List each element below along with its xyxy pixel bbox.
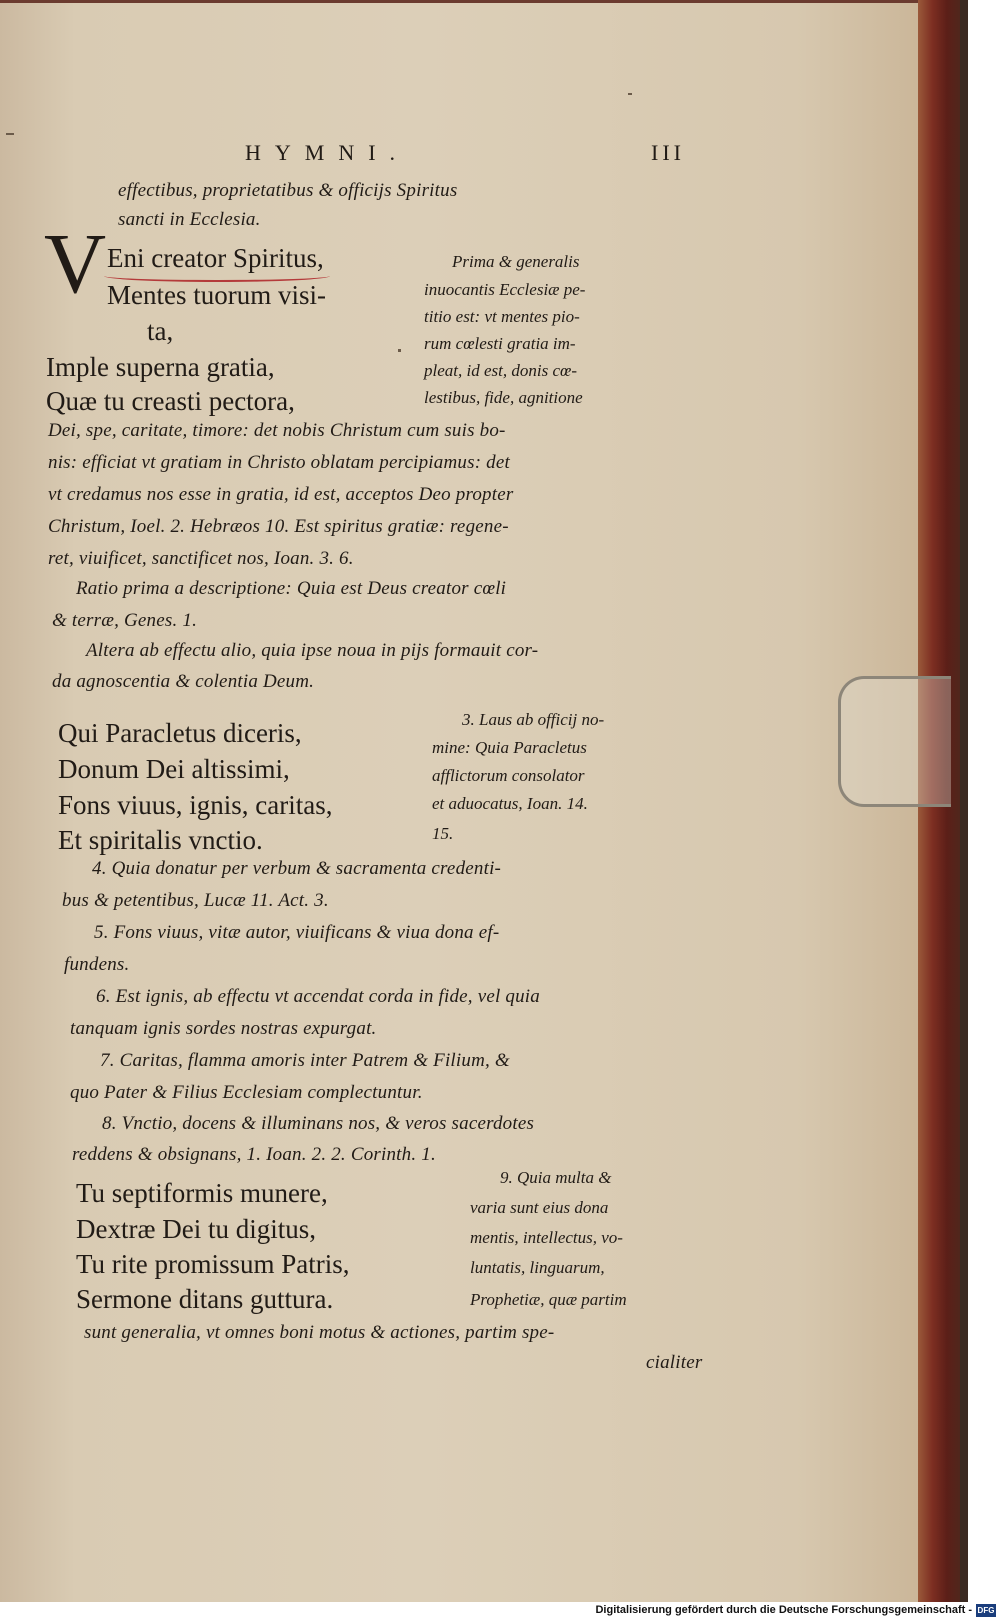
commentary-line: Christum, Ioel. 2. Hebræos 10. Est spiritus gratiæ: regene- xyxy=(48,516,509,537)
commentary-line: nis: efficiat vt gratiam in Christo oblatam percipiamus: det xyxy=(48,452,510,473)
page-clip xyxy=(838,676,951,807)
running-header xyxy=(245,140,685,170)
commentary-line: Altera ab effectu alio, quia ipse noua in pijs formauit cor- xyxy=(86,640,539,661)
commentary-line: ret, viuificet, sanctificet nos, Ioan. 3. 6. xyxy=(48,548,354,569)
binding-edge xyxy=(960,0,968,1602)
commentary-line: da agnoscentia & colentia Deum. xyxy=(52,671,315,692)
verse-line: Sermone ditans guttura. xyxy=(76,1284,334,1314)
verse-line: Et spiritalis vnctio. xyxy=(58,825,263,855)
verse-line: Donum Dei altissimi, xyxy=(58,754,290,784)
commentary-line: quo Pater & Filius Ecclesiam complectuntur. xyxy=(70,1082,423,1103)
commentary-line: tanquam ignis sordes nostras expurgat. xyxy=(70,1018,377,1039)
page-number: III xyxy=(651,140,685,165)
side-note-line: 15. xyxy=(432,824,454,843)
side-note-line: titio est: vt mentes pio- xyxy=(424,307,580,326)
commentary-line: fundens. xyxy=(64,954,130,975)
commentary-line: 4. Quia donatur per verbum & sacramenta credenti- xyxy=(92,858,502,879)
commentary-line: & terræ, Genes. 1. xyxy=(52,610,198,631)
verse-line: Quæ tu creasti pectora, xyxy=(46,386,295,416)
verse-line: Tu rite promissum Patris, xyxy=(76,1249,350,1279)
digitization-footer xyxy=(0,1602,1000,1621)
page-speck xyxy=(6,133,14,135)
commentary-line: bus & petentibus, Lucæ 11. Act. 3. xyxy=(62,890,329,911)
side-note-line: Prima & generalis xyxy=(452,252,580,271)
page-speck xyxy=(628,93,632,95)
commentary-line: 8. Vnctio, docens & illuminans nos, & veros sacerdotes xyxy=(102,1113,535,1134)
side-note-line: inuocantis Ecclesiæ pe- xyxy=(424,280,586,299)
commentary-line: Dei, spe, caritate, timore: det nobis Christum cum suis bo- xyxy=(48,420,506,441)
verse-line: Qui Paracletus diceris, xyxy=(58,718,302,748)
side-note-line: mine: Quia Paracletus xyxy=(432,738,587,757)
verse-line: Eni creator Spiritus, xyxy=(107,243,324,273)
verse-line: Imple superna gratia, xyxy=(46,352,275,382)
side-note-line: Prophetiæ, quæ partim xyxy=(470,1290,627,1309)
commentary-line: 7. Caritas, flamma amoris inter Patrem & Filium, & xyxy=(100,1050,510,1071)
side-note-line: 9. Quia multa & xyxy=(500,1168,612,1187)
dfg-logo: DFG xyxy=(977,1606,995,1615)
verse-line: Mentes tuorum visi- xyxy=(107,280,326,310)
footer-credit: Digitalisierung gefördert durch die Deutsche Forschungsgemeinschaft - xyxy=(595,1604,972,1616)
side-note-line: 3. Laus ab officij no- xyxy=(462,710,605,729)
side-note-line: et aduocatus, Ioan. 14. xyxy=(432,794,588,813)
commentary-line: 6. Est ignis, ab effectu vt accendat corda in fide, vel quia xyxy=(96,986,540,1007)
side-note-line: rum cœlesti gratia im- xyxy=(424,334,576,353)
commentary-line: Ratio prima a descriptione: Quia est Deus creator cœli xyxy=(76,578,507,599)
side-note-line: lestibus, fide, agnitione xyxy=(424,388,583,407)
header-title: HYMNI. xyxy=(245,140,410,165)
commentary-line: vt credamus nos esse in gratia, id est, acceptos Deo propter xyxy=(48,484,514,505)
verse-line: ta, xyxy=(147,316,174,346)
side-note-line: pleat, id est, donis cœ- xyxy=(424,361,577,380)
commentary-line: sunt generalia, vt omnes boni motus & actiones, partim spe- xyxy=(84,1322,555,1343)
commentary-line: 5. Fons viuus, vitæ autor, viuificans & viua dona ef- xyxy=(94,922,500,943)
intro-line: effectibus, proprietatibus & officijs Spiritus xyxy=(118,180,458,201)
commentary-line: cialiter xyxy=(646,1352,703,1373)
side-note-line: luntatis, linguarum, xyxy=(470,1258,605,1277)
verse-line: Dextræ Dei tu digitus, xyxy=(76,1214,316,1244)
intro-line: sancti in Ecclesia. xyxy=(118,209,261,230)
page-speck xyxy=(398,349,401,352)
side-note-line: varia sunt eius dona xyxy=(470,1198,609,1217)
commentary-line: reddens & obsignans, 1. Ioan. 2. 2. Corinth. 1. xyxy=(72,1144,436,1165)
side-note-line: afflictorum consolator xyxy=(432,766,585,785)
drop-cap: V xyxy=(44,215,107,311)
side-note-line: mentis, intellectus, vo- xyxy=(470,1228,623,1247)
verse-line: Fons viuus, ignis, caritas, xyxy=(58,790,333,820)
verse-line: Tu septiformis munere, xyxy=(76,1178,328,1208)
